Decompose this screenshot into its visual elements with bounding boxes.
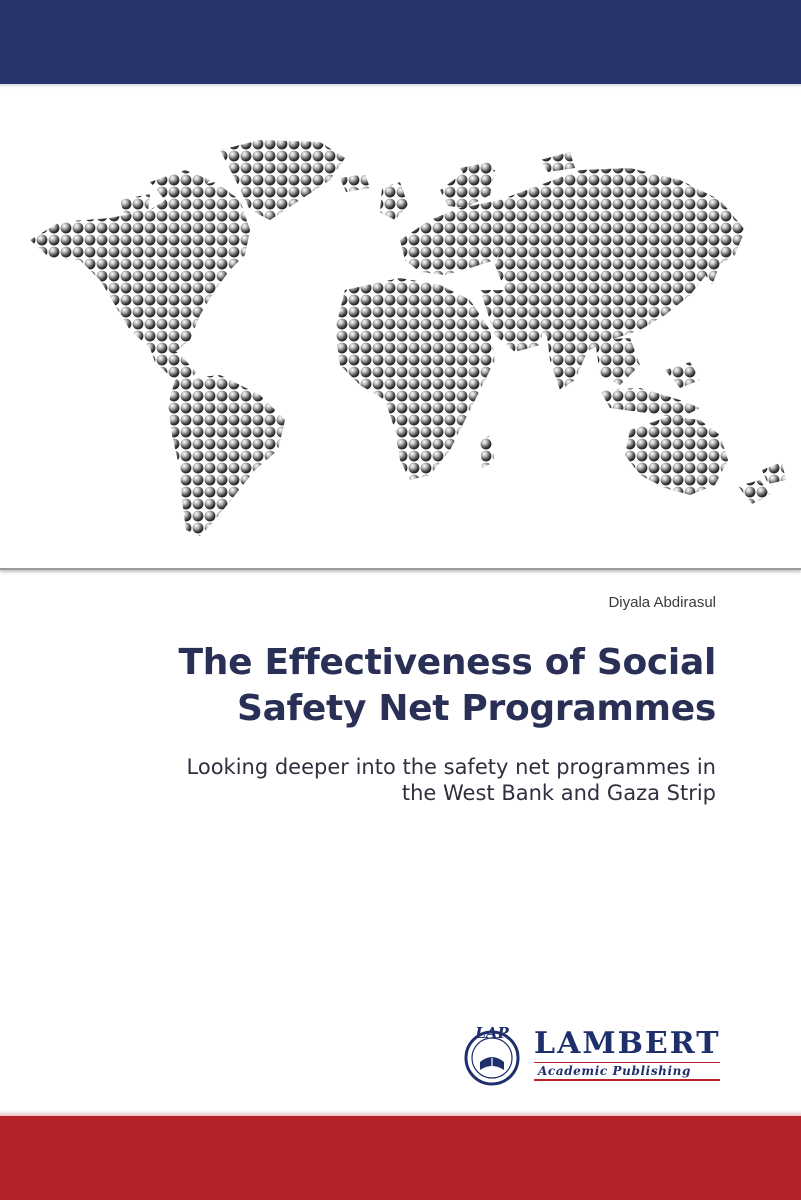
world-map-icon [0, 90, 801, 566]
top-color-band [0, 0, 801, 84]
publisher-seal-icon [458, 1018, 528, 1088]
bottom-color-band [0, 1116, 801, 1200]
book-title-line-1: The Effectiveness of Social [178, 642, 716, 683]
author-name: Diyala Abdirasul [608, 594, 716, 611]
top-band-shadow [0, 84, 801, 88]
world-map-illustration [0, 90, 801, 570]
publisher-logo [458, 1018, 728, 1088]
publisher-rule-top [534, 1062, 720, 1063]
publisher-name: LAMBERT [534, 1026, 721, 1061]
publisher-rule-bottom [534, 1079, 720, 1081]
book-title-line-2: Safety Net Programmes [236, 688, 716, 729]
book-subtitle-line-1: Looking deeper into the safety net programmes in [186, 755, 716, 779]
book-subtitle-line-2: the West Bank and Gaza Strip [401, 781, 716, 805]
publisher-seal-text: LAP [475, 1024, 509, 1042]
book-title [76, 640, 716, 732]
publisher-tagline: Academic Publishing [538, 1064, 691, 1078]
book-subtitle [56, 754, 716, 806]
